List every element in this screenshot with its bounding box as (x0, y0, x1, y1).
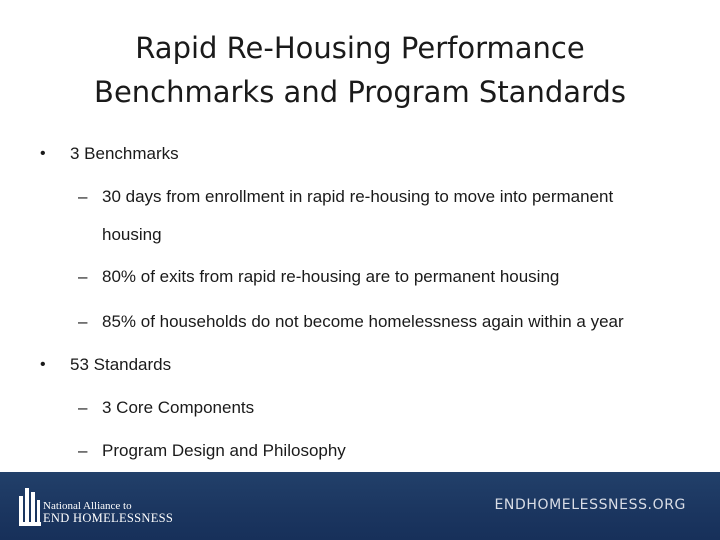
sub-bullet-program-design: Program Design and Philosophy (102, 441, 346, 460)
bullet-marker: • (40, 145, 46, 162)
org-name-line-2: END HOMELESSNESS (43, 511, 174, 525)
slide-title-line-1: Rapid Re-Housing Performance (135, 31, 585, 65)
sub-bullet-30-days-cont: housing (102, 225, 162, 244)
bullet-standards: 53 Standards (70, 355, 172, 374)
bullet-marker: • (40, 356, 46, 373)
org-logo-text (43, 500, 173, 524)
dash-marker: – (78, 398, 88, 417)
website-label: ENDHOMELESSNESS.ORG (494, 497, 686, 513)
sub-bullet-80-percent: 80% of exits from rapid re-housing are to permanent housing (102, 267, 560, 286)
dash-marker: – (78, 187, 88, 206)
alliance-logo-icon (19, 486, 41, 526)
sub-bullet-30-days: 30 days from enrollment in rapid re-housing to move into permanent (102, 187, 614, 206)
dash-marker: – (78, 312, 88, 331)
sub-bullet-core-components: 3 Core Components (102, 398, 255, 417)
org-name-line-1: National Alliance to (43, 500, 132, 512)
slide-title (0, 26, 720, 114)
sub-bullet-85-percent: 85% of households do not become homelessness again within a year (102, 312, 624, 331)
bullet-benchmarks: 3 Benchmarks (70, 144, 179, 163)
dash-marker: – (78, 441, 88, 460)
slide-title-line-2: Benchmarks and Program Standards (94, 75, 626, 109)
dash-marker: – (78, 267, 88, 286)
